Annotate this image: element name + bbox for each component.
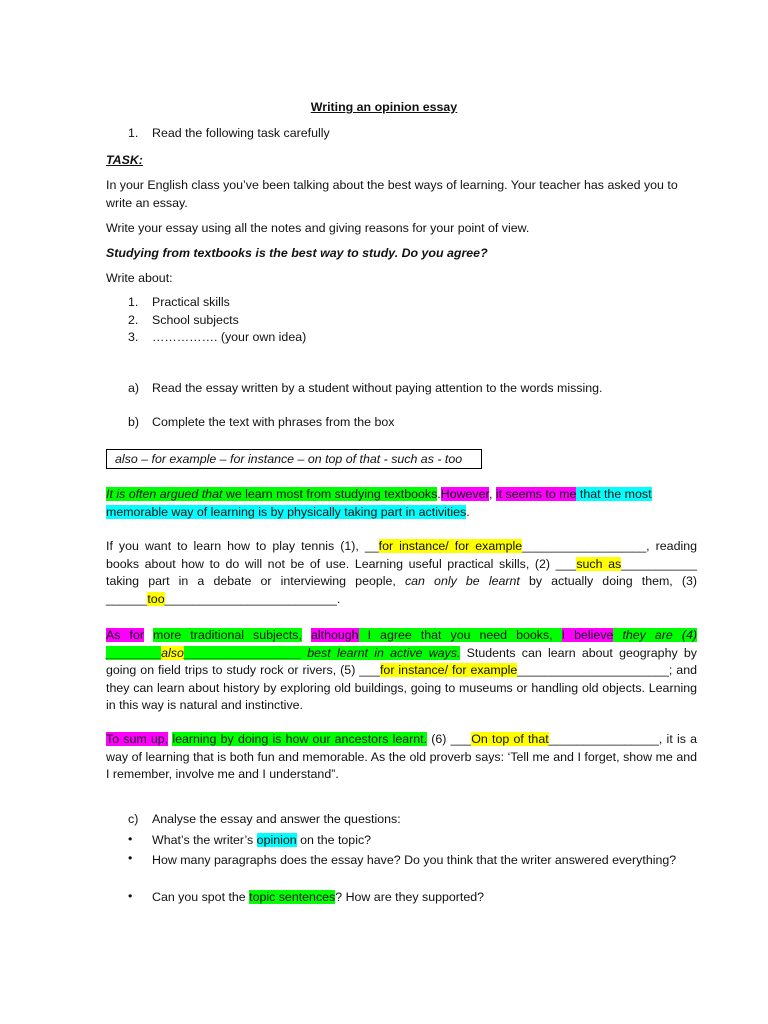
- text: .: [466, 504, 470, 519]
- essay-paragraph-2: [106, 538, 697, 608]
- answer-6: On top of that: [471, 732, 549, 746]
- page-title: Writing an opinion essay: [310, 100, 458, 114]
- intro-phrase: It is often argued that: [106, 487, 223, 501]
- answer-2: such as: [576, 556, 622, 571]
- text: .: [437, 487, 441, 501]
- text: can only be learnt: [404, 574, 520, 589]
- hl-cyan: that the most memorable way of learning is by physically taking part in activities: [106, 487, 652, 519]
- task-b-text: Complete the text with phrases from the box: [152, 415, 395, 429]
- text: __________________, reading books about how to do will not be of use. Learning useful practical skills, (2) ___: [106, 539, 697, 571]
- hl-cyan: opinion: [256, 833, 297, 847]
- text: _________________________.: [164, 591, 341, 606]
- task-a-label: a): [128, 381, 140, 395]
- text: by actually doing them, (3) ______: [106, 574, 698, 606]
- text: (6) ___: [427, 732, 472, 746]
- hl-green: I agree that you need books,: [358, 628, 562, 642]
- hl-green: _________________ best learnt in active ways.: [183, 645, 461, 660]
- write-about-label: Write about:: [106, 271, 173, 285]
- essay-question: Studying from textbooks is the best way to study. Do you agree?: [106, 246, 488, 260]
- text: If you want to learn how to play tennis (1), __: [106, 539, 379, 553]
- task-b-label: b): [128, 415, 140, 429]
- answer-1: for instance/ for example: [378, 539, 523, 553]
- text: What’s the writer’s: [152, 833, 257, 847]
- text: ______________________; and they can learn about history by exploring old buildings, going to museums or handling old objects. Learning in this way is natural and instinctive.: [106, 663, 697, 713]
- question-1: [152, 832, 697, 850]
- text: [302, 628, 311, 642]
- hl-green: more traditional subjects,: [153, 628, 302, 642]
- text: ,: [488, 487, 496, 501]
- text: we learn most from studying textbooks: [222, 487, 438, 501]
- question-2: How many paragraphs does the essay have? Do you think that the writer answered everything?: [152, 853, 677, 867]
- text: Students can learn about geography by going on field trips to study rock or rivers, (5) ___: [106, 645, 697, 678]
- task-a-text: Read the essay written by a student without paying attention to the words missing.: [152, 381, 603, 395]
- topic-number: 1.: [128, 295, 139, 309]
- topic-item: ……………. (your own idea): [152, 330, 307, 344]
- hl-green: topic sentences: [249, 890, 336, 904]
- bullet: •: [128, 832, 133, 846]
- step-number: 1.: [128, 126, 139, 140]
- essay-paragraph-3: [106, 627, 697, 715]
- hl-magenta: I believe: [561, 628, 614, 642]
- text: ________________, it is a way of learning that is both fun and memorable. As the old proverb says: ‘Tell me and I forget, show me and I remember, involve me and I understand”.: [106, 732, 698, 782]
- text: Can you spot the: [152, 890, 250, 904]
- hl-green: learning by doing is how our ancestors learnt.: [172, 732, 428, 746]
- step-text: Read the following task carefully: [152, 126, 330, 140]
- instruction-paragraph: Write your essay using all the notes and giving reasons for your point of view.: [106, 221, 530, 235]
- topic-item: Practical skills: [152, 295, 230, 309]
- topic-number: 2.: [128, 313, 139, 327]
- hl-magenta: it seems to me: [495, 487, 577, 501]
- topic-number: 3.: [128, 330, 139, 344]
- hl-magenta: As for: [106, 628, 144, 642]
- essay-paragraph-4: [106, 731, 697, 784]
- phrase-box: also – for example – for instance – on top of that - such as - too: [106, 449, 482, 469]
- answer-3: too: [147, 591, 165, 606]
- text: [144, 628, 153, 642]
- hl-magenta: although: [311, 628, 359, 642]
- hl-magenta: To sum up,: [106, 732, 169, 746]
- essay-paragraph-1: [106, 486, 697, 521]
- question-3: [152, 889, 697, 907]
- task-c-label: c): [128, 812, 139, 826]
- text: ? How are they supported?: [335, 890, 485, 904]
- intro-paragraph: In your English class you’ve been talking about the best ways of learning. Your teacher has asked you to write an essay.: [106, 178, 678, 210]
- answer-4: also: [161, 645, 184, 660]
- bullet: •: [128, 851, 133, 865]
- hl-magenta: However: [440, 487, 489, 501]
- task-c-text: Analyse the essay and answer the questions:: [152, 812, 401, 826]
- bullet: •: [128, 889, 133, 903]
- hl-green: they are (4) ________: [106, 628, 697, 660]
- task-label: TASK:: [106, 153, 143, 167]
- topic-item: School subjects: [152, 313, 239, 327]
- text: ___________ taking part in a debate or interviewing people,: [106, 556, 697, 589]
- answer-5: for instance/ for example: [379, 663, 518, 678]
- hl-green: [106, 487, 437, 501]
- text: on the topic?: [296, 833, 372, 847]
